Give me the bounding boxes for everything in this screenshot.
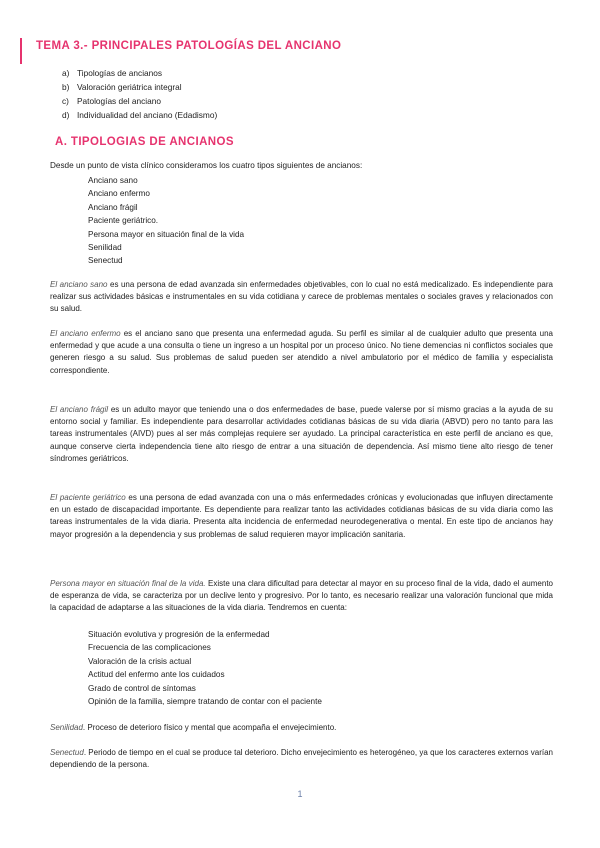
term: El anciano sano xyxy=(50,280,108,289)
toc-label: Patologías del anciano xyxy=(77,96,161,106)
term: Senilidad xyxy=(50,723,83,732)
paragraph-text: es un adulto mayor que teniendo una o dos enfermedades de base, puede valerse por sí mismo gracias a la ayuda de su entorno social y familiar. Es independiente para desarrollar actividades cotidianas básicas de su vida diaria (ABVD) pero no tanto para las tareas instrumentales (AIVD) pues al ser más complejas requiere ser ayudado. La principal característica en este perfil de anciano es que, aunque conserve cierta independencia tiene alto riesgo de entrar a una situación de dependencia. Así mismo tiene alto riesgo de tener síndromes geriátricos. xyxy=(50,405,554,463)
section-intro: Desde un punto de vista clínico consideramos los cuatro tipos siguientes de ancianos: xyxy=(50,161,363,170)
list-item: Anciano enfermo xyxy=(88,189,150,199)
toc-label: Tipologías de ancianos xyxy=(77,68,163,78)
final-criteria-list xyxy=(88,628,322,708)
paragraph-anciano-sano xyxy=(50,279,553,316)
list-item: Senectud xyxy=(88,256,123,266)
list-item: Valoración de la crisis actual xyxy=(88,656,192,666)
paragraph-senilidad xyxy=(50,722,553,734)
list-item: Persona mayor en situación final de la vida xyxy=(88,229,245,239)
toc-label: Valoración geriátrica integral xyxy=(77,82,182,92)
term: El anciano enfermo xyxy=(50,329,121,338)
term: Persona mayor en situación final de la vida. xyxy=(50,579,206,588)
paragraph-senectud xyxy=(50,747,553,771)
toc-letter: b) xyxy=(62,82,70,92)
paragraph-anciano-enfermo xyxy=(50,328,553,377)
list-item: Situación evolutiva y progresión de la enfermedad xyxy=(88,630,270,639)
paragraph-text: es el anciano sano que presenta una enfermedad aguda. Su perfil es similar al de cualquier adulto que presenta una enfermedad y que acude a una consulta o tiene un ingreso a un hospital por un proceso único. No tiene demencias ni conflictos sociales que generen riesgo a su salud. Sus problemas de salud pueden ser atendido a nivel ambulatorio por el médico de familia y especialista correspondiente. xyxy=(50,329,554,375)
toc-item xyxy=(62,66,217,80)
list-item: Actitud del enfermo ante los cuidados xyxy=(88,670,225,680)
term: El anciano frágil xyxy=(50,405,109,414)
list-item: Anciano sano xyxy=(88,176,138,185)
list-item: Paciente geriátrico. xyxy=(88,216,159,226)
list-item: Anciano frágil xyxy=(88,202,138,212)
toc-letter: c) xyxy=(62,96,69,106)
paragraph-text: es una persona de edad avanzada con una o más enfermedades crónicas y evolucionadas que influyen directamente en un estado de discapacidad importante. Es dependiente para realizar tanto las actividades cotidianas básicas de su vida diaria como las tareas instrumentales de la vida diaria. Presenta alta incidencia de enfermedad neurodegenerativa o mental. En este tipo de ancianos hay mayor progresión a la dependencia y sus problemas de salud requieren mayor implicación sanitaria. xyxy=(50,493,553,539)
paragraph-anciano-fragil xyxy=(50,404,553,465)
paragraph-text: . Periodo de tiempo en el cual se produce tal deterioro. Dicho envejecimiento es heterogéneo, ya que los caracteres externos varían dependiendo de la persona. xyxy=(50,748,553,770)
theme-title: TEMA 3.- PRINCIPALES PATOLOGÍAS DEL ANCIANO xyxy=(36,40,342,52)
toc-label: Individualidad del anciano (Edadismo) xyxy=(77,110,218,120)
paragraph-text: Existe una clara dificultad para detectar al mayor en su proceso final de la vida, dado el aumento de esperanza de vida, se caracteriza por un declive lento y progresivo. Por lo tanto, es necesario realizar una valoración funcional que mida la capacidad de adaptarse a las situaciones de la vida diaria. Tendremos en cuenta: xyxy=(50,579,553,613)
list-item: Opinión de la familia, siempre tratando de contar con el paciente xyxy=(88,697,322,707)
list-item: Senilidad xyxy=(88,243,122,253)
paragraph-paciente-geriatrico xyxy=(50,492,553,541)
toc-letter: d) xyxy=(62,110,70,120)
table-of-contents xyxy=(62,66,217,122)
list-item: Grado de control de síntomas xyxy=(88,683,196,693)
term: Senectud xyxy=(50,748,84,757)
paragraph-text: . Proceso de deterioro físico y mental que acompaña el envejecimiento. xyxy=(82,723,337,732)
paragraph-text: es una persona de edad avanzada sin enfermedades objetivables, con lo cual no está medicalizado. Es independiente para realizar sus actividades básicas e instrumentales en su vida cotidiana y carece de problemas mentales o sociales graves y relacionados con su salud. xyxy=(50,280,553,314)
title-accent-bar xyxy=(20,38,22,64)
section-title: A. TIPOLOGIAS DE ANCIANOS xyxy=(55,136,234,148)
toc-item xyxy=(62,94,217,108)
term: El paciente geriátrico xyxy=(50,493,126,502)
toc-item xyxy=(62,108,217,122)
paragraph-situacion-final xyxy=(50,578,553,615)
toc-letter: a) xyxy=(62,68,70,78)
page-number: 1 xyxy=(297,789,303,799)
toc-item xyxy=(62,80,217,94)
types-list xyxy=(88,174,244,268)
list-item: Frecuencia de las complicaciones xyxy=(88,643,211,653)
